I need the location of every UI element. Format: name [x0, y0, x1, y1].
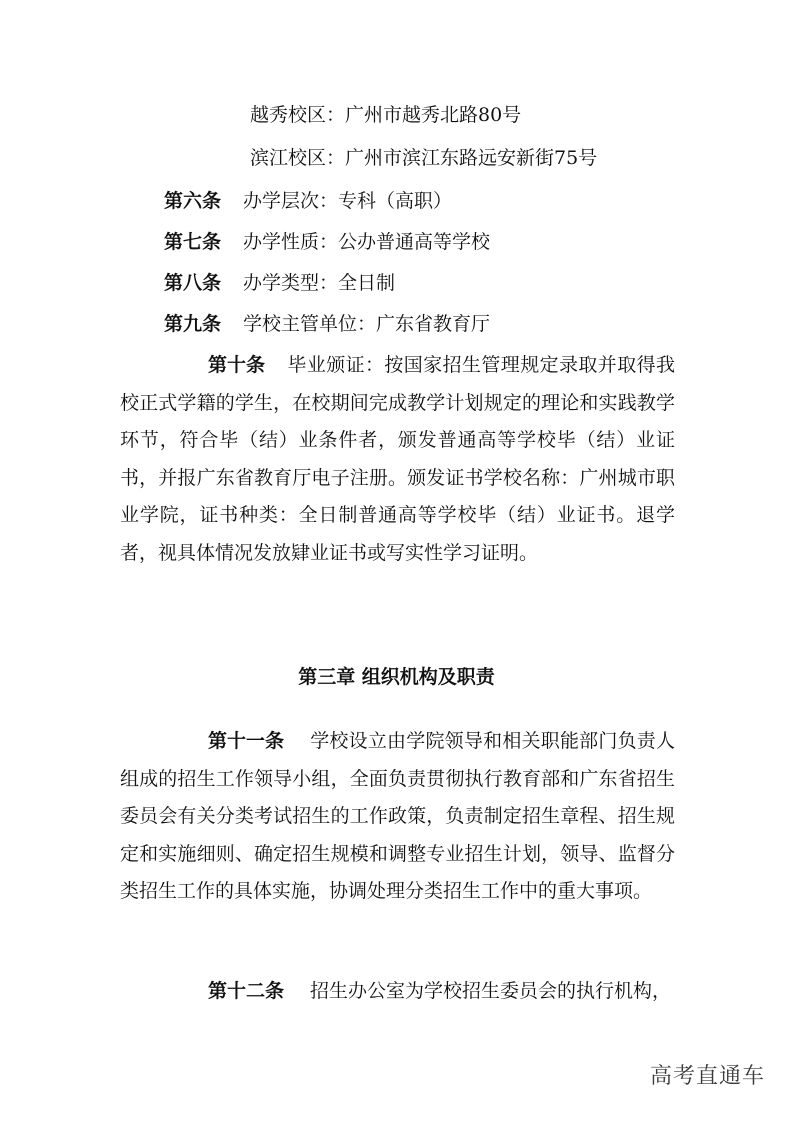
article-7-text: 办学性质：公办普通高等学校	[243, 231, 491, 253]
article-8-label: 第八条	[164, 272, 222, 294]
article-7	[164, 231, 490, 253]
campus-binjiang: 滨江校区：广州市滨江东路远安新街75号	[250, 147, 598, 169]
article-9-label: 第九条	[164, 313, 222, 335]
campus-yuexiu: 越秀校区：广州市越秀北路80号	[250, 104, 522, 126]
article-11-label: 第十一条	[208, 730, 285, 752]
article-9-text: 学校主管单位：广东省教育厅	[243, 313, 491, 335]
article-9	[164, 313, 490, 335]
article-6-label: 第六条	[164, 190, 222, 212]
article-12-label: 第十二条	[208, 980, 285, 1002]
article-10-label: 第十条	[208, 354, 266, 376]
article-11	[120, 723, 675, 911]
article-7-label: 第七条	[164, 231, 222, 253]
article-6-text: 办学层次：专科（高职）	[243, 190, 453, 212]
article-10-text: 毕业颁证：按国家招生管理规定录取并取得我校正式学籍的学生，在校期间完成教学计划规定的理论和实践教学环节，符合毕（结）业条件者，颁发普通高等学校毕（结）业证书，并报广东省教育厅电子注册。颁发证书学校名称：广州城市职业学院，证书种类：全日制普通高等学校毕（结）业证书。退学者，视具体情况发放肄业证书或写实性学习证明。	[120, 354, 675, 564]
article-12	[120, 973, 675, 1011]
article-6	[164, 190, 452, 212]
chapter-title: 第三章 组织机构及职责	[298, 666, 495, 688]
watermark-logo: 高考直通车	[649, 1064, 765, 1089]
article-10	[120, 347, 675, 572]
article-12-text: 招生办公室为学校招生委员会的执行机构，	[310, 980, 672, 1002]
article-11-text: 学校设立由学院领导和相关职能部门负责人组成的招生工作领导小组，全面负责贯彻执行教育部和广东省招生委员会有关分类考试招生的工作政策，负责制定招生章程、招生规定和实施细则、确定招生规模和调整专业招生计划，领导、监督分类招生工作的具体实施，协调处理分类招生工作中的重大事项。	[120, 730, 675, 902]
article-8	[164, 272, 395, 294]
article-8-text: 办学类型：全日制	[243, 272, 396, 294]
